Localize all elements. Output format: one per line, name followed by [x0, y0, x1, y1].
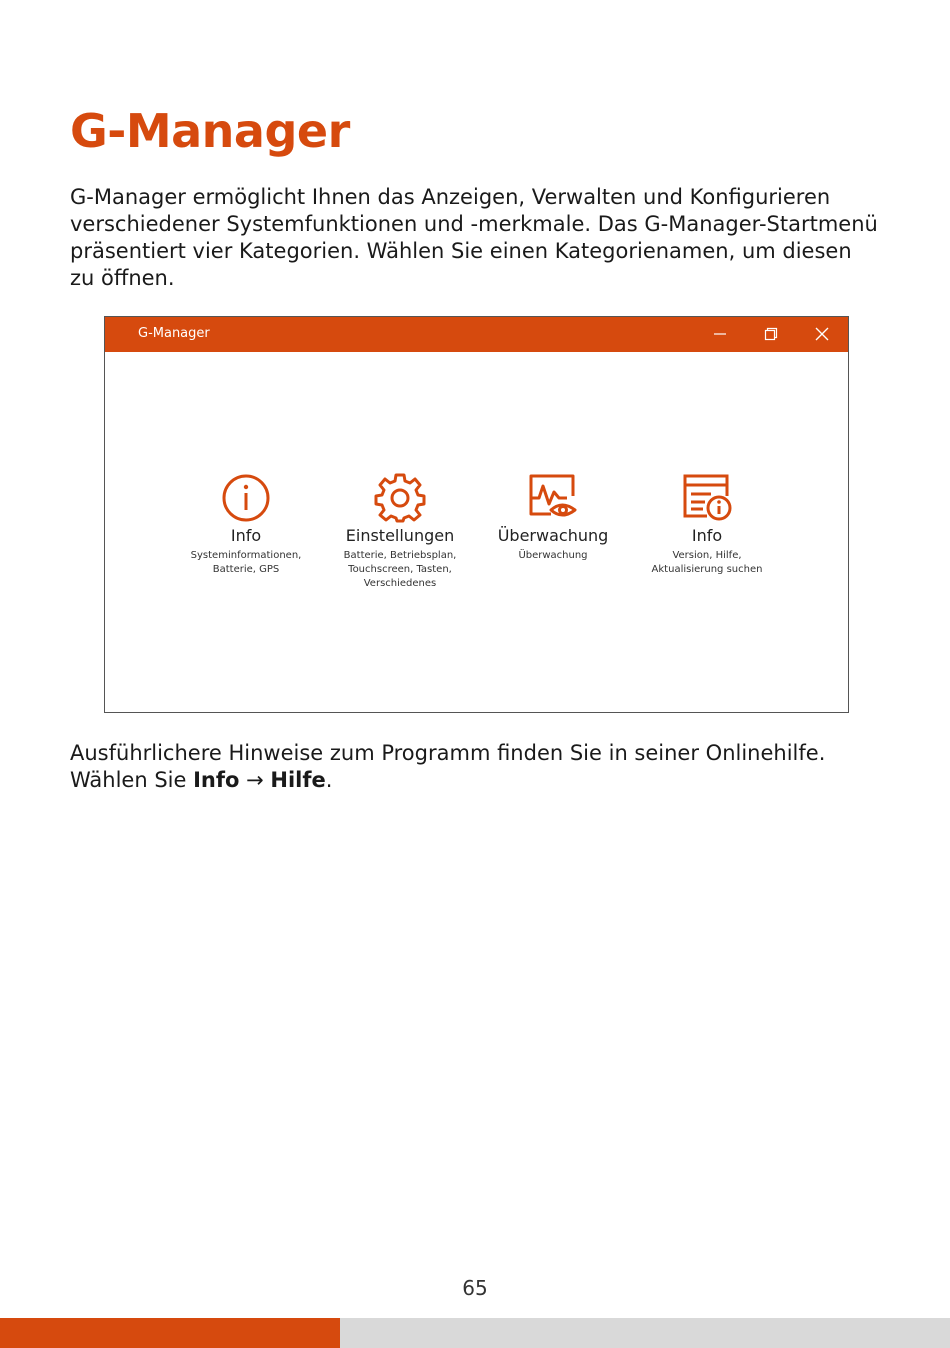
- info-circle-icon: [220, 472, 272, 524]
- minimize-button[interactable]: [695, 317, 745, 352]
- close-icon: [815, 327, 829, 341]
- tile-label: Einstellungen: [345, 526, 455, 545]
- tile-einstellungen[interactable]: [325, 472, 475, 591]
- tile-label: Überwachung: [497, 526, 609, 545]
- close-button[interactable]: [797, 317, 847, 352]
- tile-info-system[interactable]: [171, 472, 321, 577]
- footer-gray-bar: [340, 1318, 950, 1348]
- tile-description: Überwachung: [518, 550, 588, 561]
- g-manager-window: [104, 316, 849, 713]
- intro-paragraph: [70, 184, 900, 292]
- help-note-line: Wählen Sie Info → Hilfe.: [70, 768, 333, 792]
- window-titlebar[interactable]: [105, 317, 848, 352]
- menu-path-info: Info: [193, 768, 240, 792]
- tile-label: Info: [691, 526, 723, 545]
- gear-icon: [374, 472, 426, 524]
- monitor-eye-icon: [527, 472, 579, 524]
- menu-path-hilfe: Hilfe: [270, 768, 326, 792]
- intro-line: verschiedener Systemfunktionen und -merkmale. Das G-Manager-Startmenü: [70, 212, 878, 236]
- tile-ueberwachung[interactable]: [478, 472, 628, 563]
- tile-description: Systeminformationen, Batterie, GPS: [190, 550, 302, 575]
- tile-info-version[interactable]: [632, 472, 782, 577]
- intro-line: G-Manager ermöglicht Ihnen das Anzeigen, Verwalten und Konfigurieren: [70, 185, 831, 209]
- minimize-icon: [713, 327, 727, 341]
- help-note: [70, 740, 900, 794]
- tile-description: Batterie, Betriebsplan, Touchscreen, Tasten, Verschiedenes: [343, 550, 457, 589]
- tile-label: Info: [230, 526, 262, 545]
- intro-line: zu öffnen.: [70, 266, 175, 290]
- intro-line: präsentiert vier Kategorien. Wählen Sie einen Kategorienamen, um diesen: [70, 239, 852, 263]
- page-number: 65: [462, 1276, 488, 1300]
- footer-accent-bar: [0, 1318, 340, 1348]
- window-title: G-Manager: [138, 326, 210, 341]
- tile-description: Version, Hilfe, Aktualisierung suchen: [651, 550, 763, 575]
- help-note-line: Ausführlichere Hinweise zum Programm finden Sie in seiner Onlinehilfe.: [70, 741, 826, 765]
- document-info-icon: [681, 472, 733, 524]
- restore-icon: [764, 327, 778, 341]
- restore-button[interactable]: [746, 317, 796, 352]
- page-title: G-Manager: [70, 104, 350, 158]
- arrow-icon: →: [239, 768, 271, 792]
